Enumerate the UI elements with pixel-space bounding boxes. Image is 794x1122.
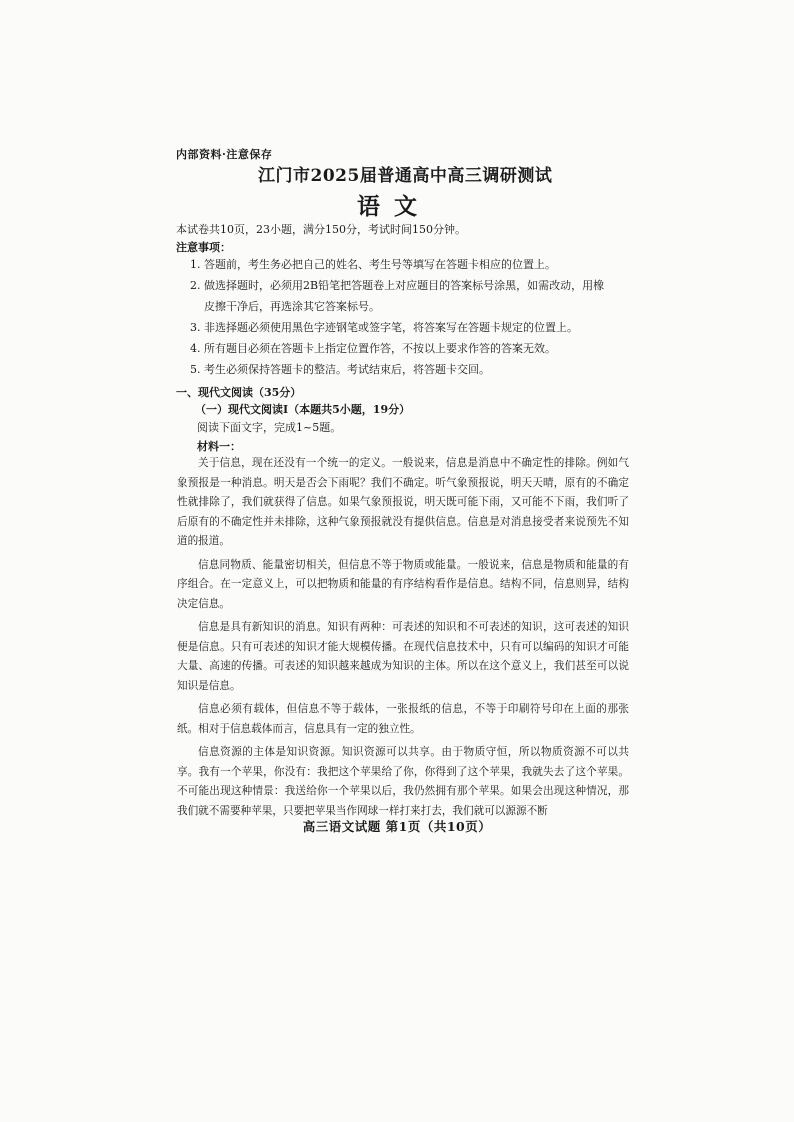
notice-number: 5. <box>190 363 201 376</box>
subject-title: 语文 <box>357 193 431 220</box>
section-title: 一、现代文阅读（35分） <box>176 386 302 399</box>
page-footer: 高三语文试题 第1页（共10页） <box>302 819 492 834</box>
notice-item <box>190 317 630 338</box>
passage-paragraph: 信息同物质、能量密切相关，但信息不等于物质或能量。一般说来，信息是物质和能量的有序组合。在一定意义上，可以把物质和能量的有序结构看作是信息。结构不同，信息则异，结构决定信息。 <box>177 558 629 610</box>
passage-paragraph: 信息必须有载体，但信息不等于载体，一张报纸的信息，不等于印刷符号印在上面的那张纸。相对于信息载体而言，信息具有一定的独立性。 <box>177 703 629 735</box>
notice-text: 所有题目必须在答题卡上指定位置作答，不按以上要求作答的答案无效。 <box>204 342 556 355</box>
notice-text: 答题前，考生务必把自己的姓名、考生号等填写在答题卡相应的位置上。 <box>204 258 556 271</box>
notice-number: 3. <box>190 321 201 334</box>
notice-text: 皮擦干净后，再选涂其它答案标号。 <box>204 300 380 313</box>
notice-title: 注意事项： <box>176 241 231 254</box>
notice-number: 1. <box>190 258 201 271</box>
passage-paragraph: 信息是具有新知识的消息。知识有两种：可表述的知识和不可表述的知识，这可表述的知识便是信息。只有可表述的知识才能大规模传播。在现代信息技术中，只有可以编码的知识才可能大量、高速的传播。可表述的知识越来越成为知识的主体。所以在这个意义上，我们甚至可以说知识是信息。 <box>177 621 629 692</box>
exam-meta: 本试卷共10页，23小题，满分150分，考试时间150分钟。 <box>176 223 466 236</box>
notice-number: 2. <box>190 279 201 292</box>
notice-list <box>190 254 630 380</box>
passage-paragraph: 关于信息，现在还没有一个统一的定义。一般说来，信息是消息中不确定性的排除。例如气象预报是一种消息。明天是否会下雨呢？我们不确定。听气象预报说，明天天晴，原有的不确定性就排除了，我们就获得了信息。如果气象预报说，明天既可能下雨，又可能不下雨，我们听了后原有的不确定性并未排除，这种气象预报就没有提供信息。信息是对消息接受者来说预先不知道的报道。 <box>177 457 629 547</box>
subsection-title: （一）现代文阅读Ⅰ（本题共5小题，19分） <box>195 403 411 416</box>
notice-item <box>190 254 630 275</box>
reading-instruction: 阅读下面文字，完成1~5题。 <box>197 421 342 434</box>
reading-passage <box>177 454 629 825</box>
notice-item-continuation <box>190 296 630 317</box>
notice-item <box>190 338 630 359</box>
confidential-label: 内部资料·注意保存 <box>176 148 273 161</box>
material-label: 材料一： <box>197 440 241 453</box>
notice-text: 做选择题时，必须用2B铅笔把答题卷上对应题目的答案标号涂黑，如需改动，用橡 <box>204 279 605 292</box>
notice-item <box>190 359 630 380</box>
notice-number: 4. <box>190 342 201 355</box>
notice-text: 非选择题必须使用黑色字迹钢笔或签字笔，将答案写在答题卡规定的位置上。 <box>204 321 578 334</box>
passage-paragraph: 信息资源的主体是知识资源。知识资源可以共享。由于物质守恒，所以物质资源不可以共享。我有一个苹果，你没有：我把这个苹果给了你，你得到了这个苹果，我就失去了这个苹果。不可能出现这种情景：我送给你一个苹果以后，我仍然拥有那个苹果。如果会出现这种情况，那我们就不需要种苹果，只要把苹果当作网球一样打来打去，我们就可以源源不断 <box>177 746 629 817</box>
notice-item <box>190 275 630 296</box>
notice-text: 考生必须保持答题卡的整洁。考试结束后，将答题卡交回。 <box>204 363 490 376</box>
exam-title: 江门市2025届普通高中高三调研测试 <box>258 166 553 186</box>
